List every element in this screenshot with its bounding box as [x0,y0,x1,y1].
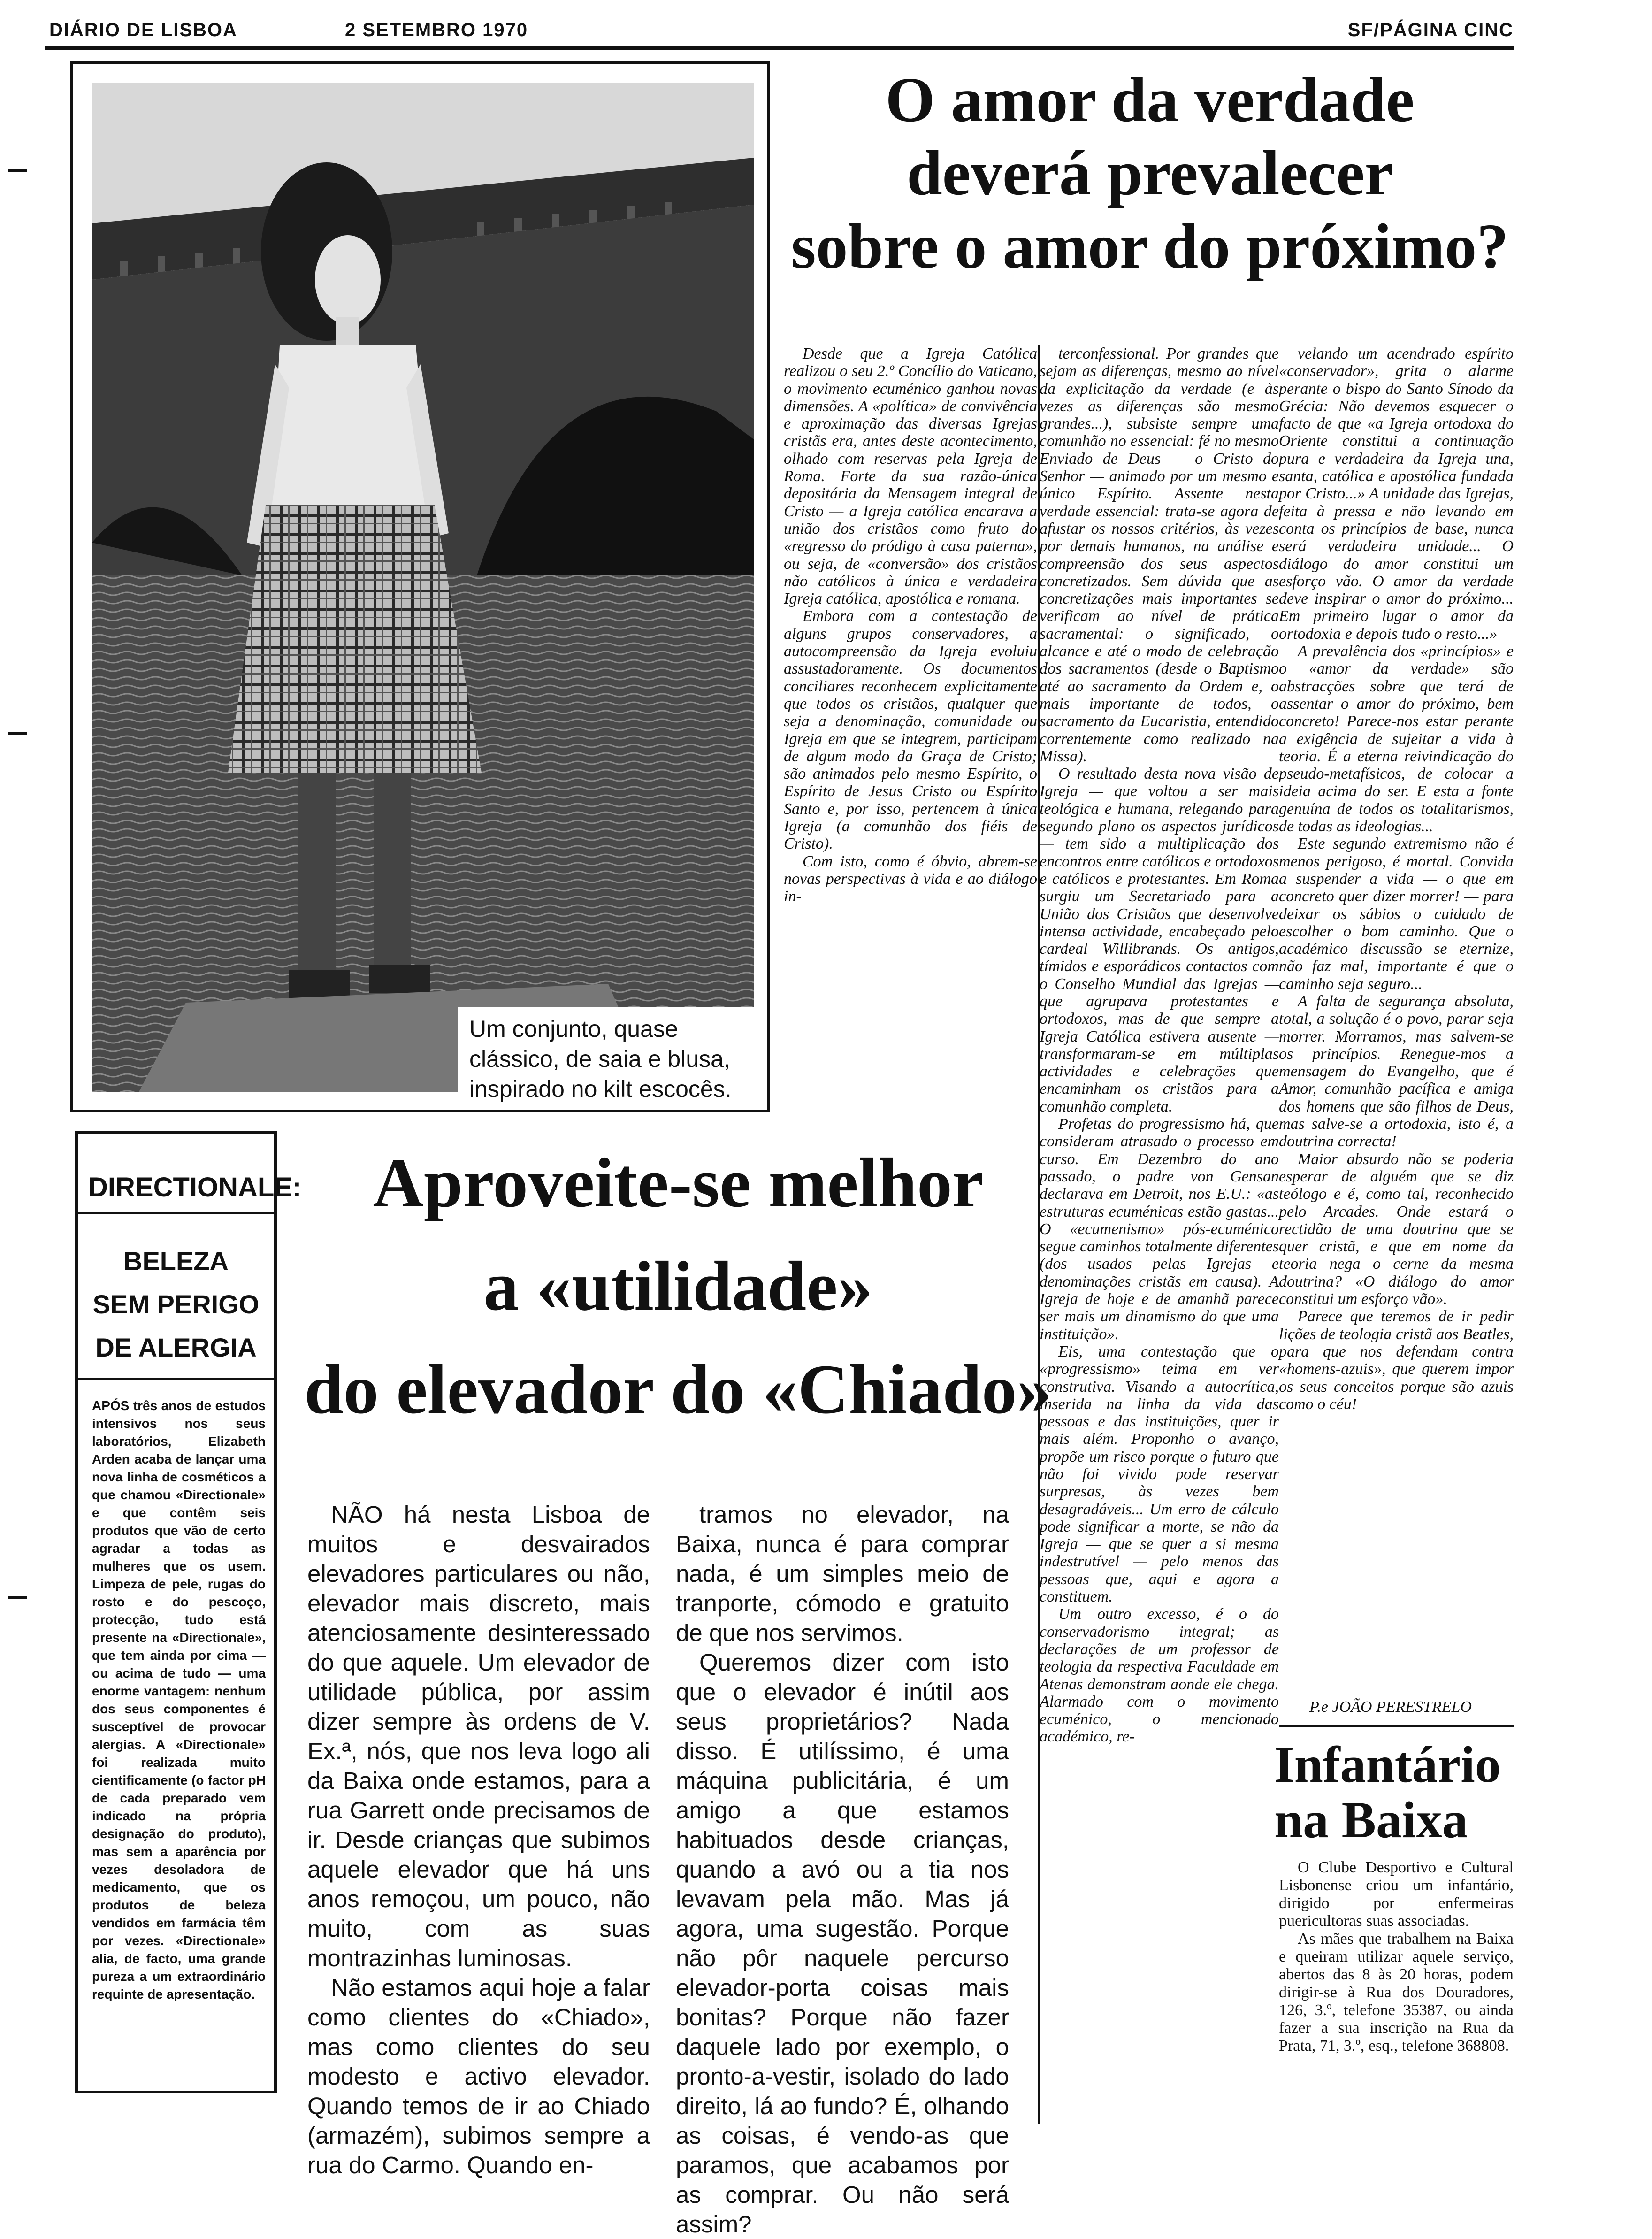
paragraph: O Clube Desportivo e Cultural Lisbonense criou um infantário, dirigido por enfermeiras puericultoras suas associadas. [1279,1859,1514,1930]
elevador-column-2 [676,1500,1009,2238]
paragraph: terconfessional. Por grandes que sejam as diferenças, mesmo ao nível da explicitação da verdade (e às vezes as diferenças são mesmo grandes...), subsiste sempre uma comunhão no essencial: fé no mesmo Enviado de Deus — o Cristo do Senhor — animado por um mesmo e único Espírito. Assente nesta verdade essencial: trata-se agora de afustar os nossos critérios, às vezes por demais humanos, na análise e compreensão dos seus aspectos concretizados. Sem dúvida que as concretizações mais importantes se verificam ao nível de prática sacramental: o significado, o alcance e até o modo de celebração dos sacramentos (desde o Baptismo até ao sacramento da Ordem e, o mais importante de todos, o sacramento da Eucaristia, entendido correntemente como realizado na Missa). [1040,345,1279,765]
paragraph: Parece que teremos de ir pedir lições de teologia cristã aos Beatles, para que nos defendam contra «homens-azuis», que querem impor os seus conceitos porque são azuis como o céu! [1279,1308,1514,1413]
paragraph: velando um acendrado espírito «conservador», grita o alarme perante o bispo do Santo Sínodo da Grécia: Não devemos esquecer o facto de que «a Igreja ortodoxa do Oriente constitui a continuação pura e verdadeira da Igreja una, santa, católica e apostólica fundada por Cristo...» A unidade das Igrejas, feita à pressa e não levando em conta os princípios de base, nunca será verdadeira unidade... O diálogo do amor constitui um esforço vão. O amor da verdade deve inspirar o amor do próximo... Em primeiro lugar o amor da ortodoxia e depois tudo o resto...» [1279,345,1514,643]
paragraph: Este segundo extremismo não é menos perigoso, é mortal. Convida a suspender a vida — o que em concreto quer dizer morrer! — para deixar os sábios o cuidado de escolher o bom caminho. Que o académico discussão se eternize, não faz mal, importante é que o caminho seja seguro... [1279,835,1514,993]
issue-date: 2 SETEMBRO 1970 [345,20,528,40]
paragraph: O resultado desta nova visão de Igreja — que voltou a ser mais teológica e humana, relegando para segundo plano os aspectos jurídicos — tem sido a multiplicação dos encontros entre católicos e ortodoxos e católicos e protestantes. Em Roma surgiu um Secretariado para a União dos Cristãos que desenvolve intensa actividade, encabeçado pelo cardeal Willibrands. Os antigos, tímidos e esporádicos contactos com o Conselho Mundial das Igrejas — que agrupava protestantes e ortodoxos, mas de que sempre a Igreja Católica estivera ausente — transformaram-se em múltiplas actividades e celebrações que encaminham os cristãos para a comunhão completa. [1040,765,1279,1115]
article-column-1 [784,345,1037,1108]
paragraph: Desde que a Igreja Católica realizou o seu 2.º Concílio do Vaticano, o movimento ecuménico ganhou novas dimensões. A «política» de convivência e aproximação das diversas Igrejas cristãs era, antes deste acontecimento, olhado com reservas pela Igreja de Roma. Forte da sua razão-única depositária da Mensagem integral de Cristo — a Igreja católica encarava a união dos cristãos como fruto do «regresso do pródigo à casa paterna», ou seja, de «conversão» dos cristãos não católicos à única e verdadeira Igreja católica, apostólica e romana. [784,345,1037,608]
masthead [45,13,1514,50]
subtitle-line: SEM PERIGO [92,1289,260,1319]
author-signature: P.e JOÃO PERESTRELO [1309,1698,1472,1716]
paragraph: NÃO há nesta Lisboa de muitos e desvairados elevadores particulares ou não, elevador mais discreto, mais atenciosamente desinteressado do que aquele. Um elevador de utilidade pública, por assim dizer sempre às ordens de V. Ex.ª, nós, que nos leva logo ali da Baixa onde estamos, para a rua Garrett onde precisamos de ir. Desde crianças que subimos aquele elevador que há uns anos remoçou, um pouco, não muito, com as suas montrazinhas luminosas. [307,1501,650,1971]
sidebar-title: DIRECTIONALE: [88,1172,302,1203]
article-headline-infantario [1274,1737,1518,1848]
sidebar-box-directionale [75,1131,302,2093]
margin-mark [8,1596,27,1599]
photo-caption: Um conjunto, quase clássico, de saia e blusa, inspirado no kilt escocês. [458,1007,763,1106]
elevador-column-1 [307,1500,650,2178]
headline-line: Aproveite-se melhor [373,1144,984,1222]
paragraph: tramos no elevador, na Baixa, nunca é para comprar nada, é um simples meio de tranporte, cómodo e gratuito de que nos servimos. [676,1501,1009,1646]
paragraph: Eis, uma contestação que o «progressismo» teima em ver construtiva. Visando a autocrítica, inserida na linha da vida das pessoas e das instituições, quer ir mais além. Proponho o avanço, propõe um risco porque o futuro que não foi vivido pode reservar surpresas, às vezes bem desagradáveis... Um erro de cálculo pode significar a morte, se não da Igreja — que se quer a si mesma indestrutível — pelo menos das pessoas que, aqui e agora a constituem. [1040,1342,1279,1606]
headline-line: Infantário [1274,1736,1501,1793]
section-rule [1279,1725,1514,1727]
article-column-2 [1040,345,1279,2124]
paragraph: Profetas do progressismo há, que consideram atrasado o processo em curso. Em Dezembro do ano passado, o padre von Gensan declarava em Detroit, nos E.U.: «as estruturas ecuménicas estão gastas... O «ecumenismo» pós-ecuménico segue caminhos totalmente diferentes (dos usados pelas Igrejas e denominações cristãs em causa). A Igreja de hoje e de amanhã parece ser mais um dinamismo do que uma instituição». [1040,1115,1279,1343]
article-headline-elevador [282,1131,1075,1441]
article-infantario-body [1279,1859,1514,2108]
paragraph: Com isto, como é óbvio, abrem-se novas perspectivas à vida e ao diálogo in- [784,852,1037,905]
paragraph: A prevalência dos «princípios» e o «amor da verdade» são abstracções sobre que terá de assentar o amor do próximo, bem concreto! Parece-nos estar perante a exigência de sujeitar a vida à teoria. É a eterna reivindicação do pseudo-metafísicos, de colocar a ideia acima do ser. E esta a fonte genuína de todos os totalitarismos, de todas as ideologias... [1279,643,1514,836]
subtitle-line: DE ALERGIA [95,1333,257,1362]
headline-line: sobre o amor do próximo? [791,211,1509,282]
subtitle-line: BELEZA [123,1246,229,1276]
headline-line: deverá prevalecer [907,138,1393,208]
fashion-photo-image [92,83,754,1092]
paragraph: As mães que trabalhem na Baixa e queiram utilizar aquele serviço, abertos das 8 às 20 horas, podem dirigir-se à Rua dos Douradores, 126, 3.º, telefone 35387, ou ainda fazer a sua inscrição na Rua da Prata, 71, 3.º, esq., telefone 368808. [1279,1930,1514,2055]
sidebar-rule [78,1378,274,1380]
sidebar-rule [78,1212,274,1214]
newspaper-name: DIÁRIO DE LISBOA [49,20,237,40]
headline-line: na Baixa [1274,1791,1468,1848]
page-label: SF/PÁGINA CINC [1347,20,1514,40]
margin-mark [8,732,27,735]
headline-line: a «utilidade» [483,1247,873,1325]
headline-line: O amor da verdade [885,65,1415,135]
paragraph: Não estamos aqui hoje a falar como clientes do «Chiado», mas como clientes do seu modesto e activo elevador. Quando temos de ir ao Chiado (armazém), subimos sempre a rua do Carmo. Quando en- [307,1974,650,2178]
article-column-3 [1279,345,1514,1706]
article-headline-amor-verdade [779,63,1521,283]
sidebar-subtitle [78,1240,274,1369]
paragraph: Maior absurdo não se poderia esperar de alguém que se diz teólogo e é, como tal, reconhecido pelo Arcades. Onde estará o rectidão de uma doutrina que se quer cristã, e que em nome da teoria nega o cerne da mesma doutrina? «O diálogo do amor constitui um esforço vão». [1279,1150,1514,1308]
paragraph: Embora com a contestação de alguns grupos conservadores, a autocompreensão da Igreja evoluiu assustadoramente. Os documentos conciliares reconhecem explicitamente que todos os cristãos, qualquer que seja a denominação, comunidade ou Igreja em que se integrem, participam de algum modo da Graça de Cristo; são animados pelo mesmo Espírito, o Espírito de Jesus Cristo ou Espírito Santo e, por isso, pertencem à única Igreja (a comunhão dos fiéis de Cristo). [784,607,1037,853]
fashion-photo [92,83,754,1102]
paragraph: Queremos dizer com isto que o elevador é inútil aos seus proprietários? Nada disso. É utilíssimo, é uma máquina publicitária, é um amigo a que estamos habituados desde crianças, quando a avó ou a tia nos levavam pela mão. Mas já agora, uma sugestão. Porque não pôr naquele percurso elevador-porta coisas mais bonitas? Porque não fazer daquele lado por exemplo, o pronto-a-vestir, isolado do lado direito, lá ao fundo? É, olhando as coisas, é vendo-as que paramos, que acabamos por as comprar. Ou não será assim? [676,1649,1009,2238]
paragraph: A falta de segurança absoluta, total, a solução é o povo, parar seja morrer. Morramos, mas salvem-se os princípios. Renegue-mos a mensagem do Evangelho, que é Amor, comunhão pacífica e amiga dos homens que são filhos de Deus, mas salve-se a ortodoxia, isto é, a doutrina correcta! [1279,992,1514,1150]
headline-line: do elevador do «Chiado» [304,1350,1052,1428]
paragraph: Um outro excesso, é o do conservadorismo integral; as declarações de um professor de teologia da respectiva Faculdade em Atenas demonstram aonde ele chega. Alarmado com o movimento ecuménico, o mencionado académico, re- [1040,1605,1279,1746]
photo-frame [70,61,770,1112]
sidebar-text: APÓS três anos de estudos intensivos nos seus laboratórios, Elizabeth Arden acaba de lançar uma nova linha de cosméticos a que chamou «Directionale» e que contêm seis produtos que vão de certo agradar a todas as mulheres que os usem. Limpeza de pele, rugas do rosto e do pescoço, protecção, tudo está presente na «Directionale», que tem ainda por cima — ou acima de tudo — uma enorme vantagem: nenhum dos seus componentes é susceptível de provocar alergias. A «Directionale» foi realizada muito cientificamente (o factor pH de cada preparado vem indicado na própria designação do produto), mas sem a aparência por vezes desoladora de medicamento, que os produtos de beleza vendidos em farmácia têm por vezes. «Directionale» alia, de facto, uma grande pureza a um extraordinário requinte de apresentação. [92,1398,266,2001]
margin-mark [8,169,27,172]
